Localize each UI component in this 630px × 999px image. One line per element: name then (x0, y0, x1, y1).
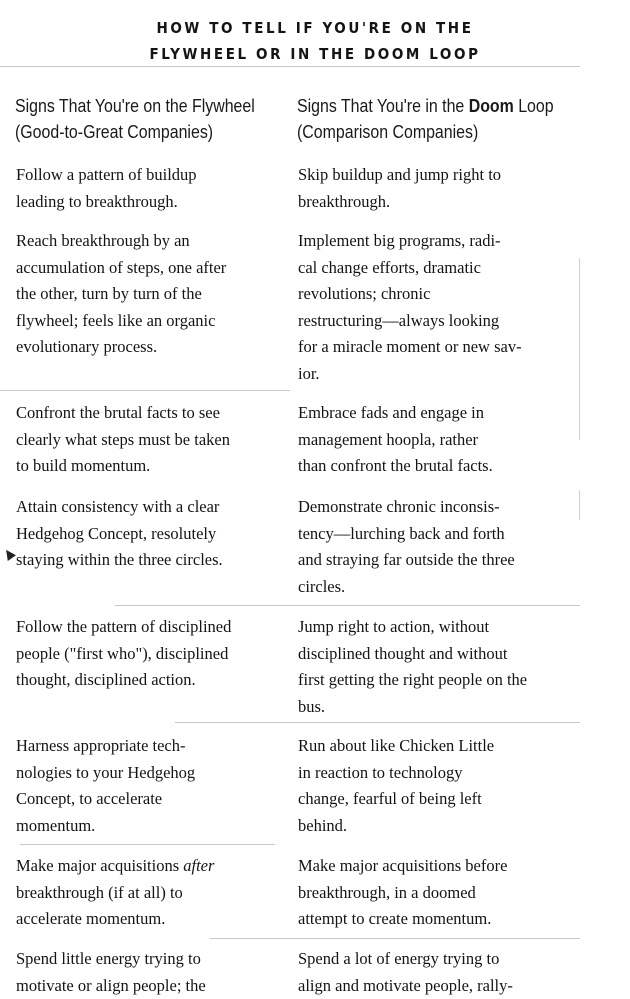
row-divider (175, 722, 580, 723)
page-title-line-1: HOW TO TELL IF YOU'RE ON THE (156, 19, 474, 37)
margin-line (579, 490, 580, 520)
flywheel-sign-8: Spend little energy trying to motivate or align people; the (16, 949, 206, 995)
doom-loop-sign-5: Jump right to action, without disciplined thought and without first getting the right people on the bus. (298, 617, 528, 716)
flywheel-sign-7 (16, 853, 286, 933)
doom-loop-sign-3: Embrace fads and engage in management hoopla, rather than confront the brutal facts. (298, 403, 493, 476)
right-header-text: Signs That You're in the (297, 95, 469, 116)
row-divider (115, 605, 580, 606)
left-header-line-2: (Good-to-Great Companies) (15, 121, 214, 142)
right-header-line-1 (297, 93, 554, 119)
row-divider (210, 938, 580, 939)
page-title-line-2: FLYWHEEL OR IN THE DOOM LOOP (149, 45, 481, 63)
flywheel-sign-3: Confront the brutal facts to see clearly what steps must be taken to build momentum. (16, 403, 230, 476)
right-header-line-2: (Comparison Companies) (297, 121, 479, 142)
doom-loop-sign-4: Demonstrate chronic inconsis- tency—lurching back and forth and straying far outside the three circles. (298, 497, 515, 596)
right-header-text-end: Loop (513, 95, 554, 116)
flywheel-sign-6: Harness appropriate tech- nologies to your Hedgehog Concept, to accelerate momentum. (16, 736, 196, 835)
left-column-header (15, 93, 255, 145)
flywheel-sign-5: Follow the pattern of disciplined people ("first who"), disciplined thought, disciplined action. (16, 617, 232, 690)
doom-loop-sign-1: Skip buildup and jump right to breakthrough. (298, 165, 502, 211)
doom-loop-sign-8: Spend a lot of energy trying to align and motivate people, rally- (298, 949, 513, 995)
right-header-bold-word: Doom (468, 95, 514, 116)
flywheel-sign-7-text: Make major acquisitions (16, 856, 184, 875)
row-divider (20, 844, 275, 845)
title-divider (0, 66, 580, 67)
flywheel-sign-7-emphasis: after (183, 856, 215, 875)
left-header-line-1: Signs That You're on the Flywheel (15, 95, 255, 116)
flywheel-sign-1: Follow a pattern of buildup leading to breakthrough. (16, 165, 197, 211)
flywheel-sign-2: Reach breakthrough by an accumulation of steps, one after the other, turn by turn of the flywheel; feels like an organic evolutionary process. (16, 231, 227, 357)
doom-loop-sign-2: Implement big programs, radi- cal change efforts, dramatic revolutions; chronic restructuring—always looking for a miracle moment or new sav- ior. (298, 231, 522, 383)
doom-loop-sign-6: Run about like Chicken Little in reaction to technology change, fearful of being left behind. (298, 736, 495, 835)
flywheel-sign-4: Attain consistency with a clear Hedgehog Concept, resolutely staying within the three circles. (16, 497, 223, 570)
mouse-cursor-icon (2, 547, 16, 561)
right-column-header (297, 93, 554, 145)
flywheel-sign-7-text-end: breakthrough (if at all) to accelerate momentum. (16, 882, 183, 929)
row-divider (0, 390, 290, 391)
margin-line (579, 258, 580, 440)
doom-loop-sign-7: Make major acquisitions before breakthrough, in a doomed attempt to create momentum. (298, 856, 508, 929)
